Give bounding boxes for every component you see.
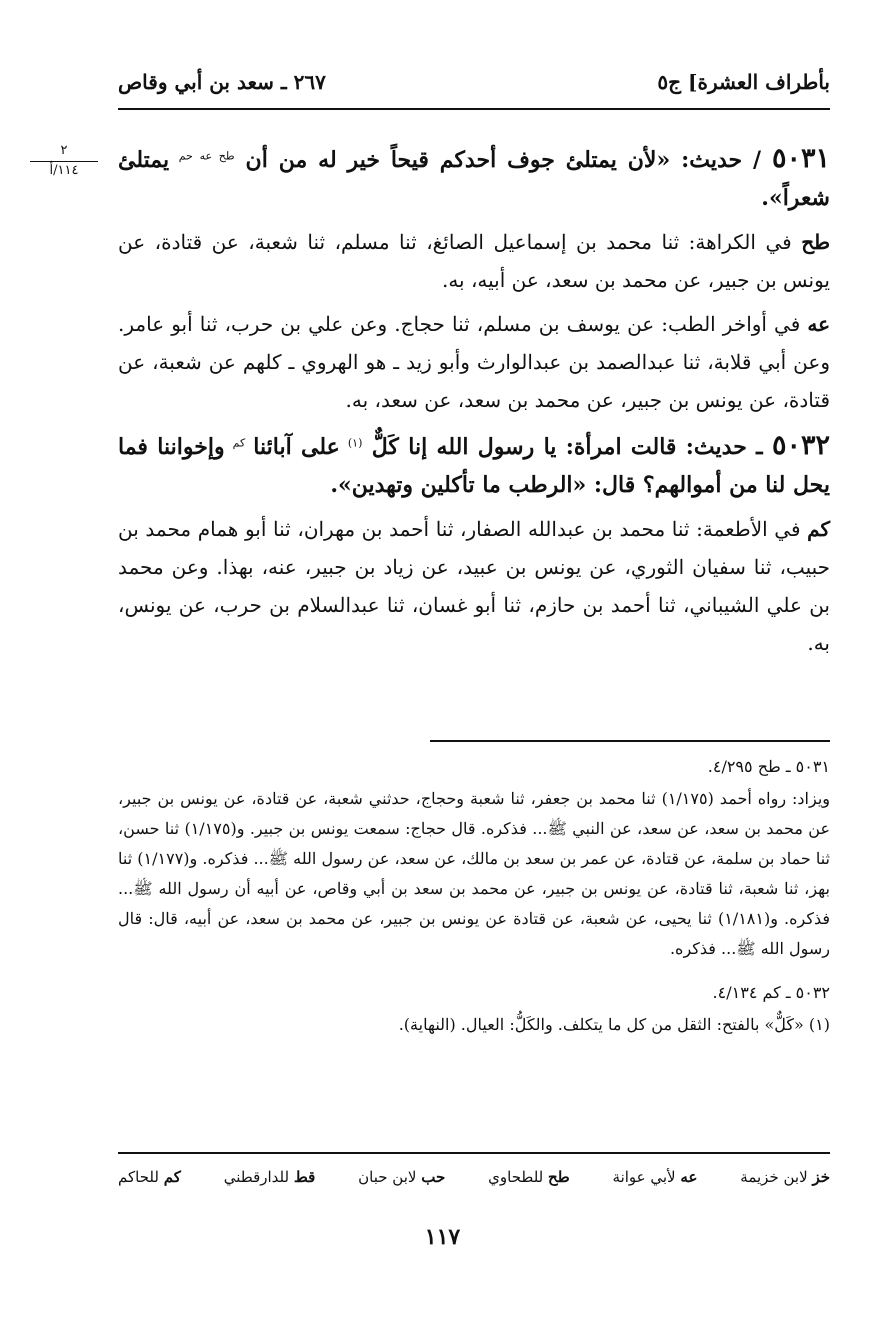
legend-item: عه لأبي عوانة [612,1168,698,1186]
hadith-title: / حديث: «لأن يمتلئ جوف أحدكم قيحاً خير له من أن [245,147,762,173]
main-text [118,140,830,670]
page-number: ١١٧ [424,1224,461,1250]
running-header [118,62,830,102]
source-paragraph [118,305,830,419]
source-abbreviation: عه [807,312,830,336]
footnote-separator [430,740,830,742]
source-abbreviation: طح [801,230,831,254]
hadith-title-mid: على آبائنا [253,434,340,460]
legend-item: قط للدارقطني [223,1168,316,1186]
hadith-sigla: كم [232,436,246,450]
footnotes [118,752,830,1042]
header-book-title: بأطراف العشرة] ج٥ [657,70,830,94]
hadith-number: ٥٠٣٢ [771,430,830,461]
source-paragraph [118,223,830,299]
source-abbreviation: كم [807,517,831,541]
header-section-title: ٢٦٧ ـ سعد بن أبي وقاص [118,70,326,94]
footnote-ref: ٥٠٣١ ـ طح ٤/٢٩٥. [707,757,830,776]
legend-item: حب لابن حبان [358,1168,446,1186]
hadith-sigla: طح عه حم [178,149,235,163]
source-text: في أواخر الطب: عن يوسف بن مسلم، ثنا حجاج. وعن علي بن حرب، ثنا أبو عامر. وعن أبي قلابة، ثنا عبدالصمد بن عبدالوارث وأبو زيد ـ هو الهروي ـ كلهم عن شعبة، عن قتادة، عن يونس بن جبير، عن محمد بن سعد، عن سعد، به. [118,312,830,412]
margin-ref-bottom: ١١٤/أ [49,163,79,178]
hadith-number: ٥٠٣١ [771,143,830,174]
source-text: في الكراهة: ثنا محمد بن إسماعيل الصائغ، ثنا مسلم، ثنا شعبة، عن قتادة، عن يونس بن جبير، عن محمد بن سعد، عن أبيه، به. [118,230,830,292]
footnote-ref: ٥٠٣٢ ـ كم ٤/١٣٤. [712,983,830,1002]
margin-ref-top: ٢ [30,142,98,162]
hadith-title-end: وإخواننا فما يحل لنا من أموالهم؟ قال: «الرطب ما تأكلين وتهدين». [118,434,830,498]
hadith-entry [118,140,830,419]
source-paragraph [118,510,830,662]
legend-item: طح للطحاوي [488,1168,570,1186]
legend-separator [118,1152,830,1154]
header-rule [118,108,830,110]
hadith-entry [118,427,830,662]
abbreviation-legend [118,1168,830,1186]
hadith-heading [118,140,830,217]
footnote-text: (١) «كَلٌّ» بالفتح: الثقل من كل ما يتكلف. والكَلُّ: العيال. (النهاية). [398,1015,830,1034]
source-text: في الأطعمة: ثنا محمد بن عبدالله الصفار، ثنا أحمد بن مهران، ثنا أبو همام محمد بن حبيب، ثنا سفيان الثوري، عن يونس بن عبيد، عن زياد بن جبير، عنه، بهذا. وعن محمد بن علي الشيباني، ثنا أحمد بن حازم، ثنا أبو غسان، ثنا عبدالسلام بن حرب، عن يونس، به. [118,517,830,655]
footnote-text: ويزاد: رواه أحمد (١/١٧٥) ثنا محمد بن جعفر، ثنا شعبة وحجاج، حدثني شعبة، عن قتادة، عن يونس بن جبير، عن محمد بن سعد، عن سعد، عن النبي ﷺ... فذكره. قال حجاج: سمعت يونس بن جبير. و(١/١٧٥) ثنا حسن، ثنا حماد بن سلمة، عن قتادة، عن عمر بن سعد بن مالك، عن سعد، عن رسول الله ﷺ... فذكره. و(١/١٧٧) ثنا بهز، ثنا شعبة، ثنا قتادة، عن يونس بن جبير، عن محمد بن سعد بن أبي وقاص، عن أبيه أن رسول الله ﷺ... فذكره. و(١/١٨١) ثنا يحيى، عن شعبة، عن قتادة عن يونس بن جبير، عن محمد بن سعد، عن أبيه، قال: قال رسول الله ﷺ... فذكره. [118,789,831,958]
hadith-title-end: يمتلئ شعراً». [118,147,830,211]
manuscript-margin-reference [30,142,98,180]
hadith-title: ـ حديث: قالت امرأة: يا رسول الله إنا كَلٌّ [371,434,763,460]
footnote-marker: (١) [347,436,363,450]
legend-item: خز لابن خزيمة [740,1168,830,1186]
legend-item: كم للحاكم [118,1168,181,1186]
hadith-heading [118,427,830,504]
